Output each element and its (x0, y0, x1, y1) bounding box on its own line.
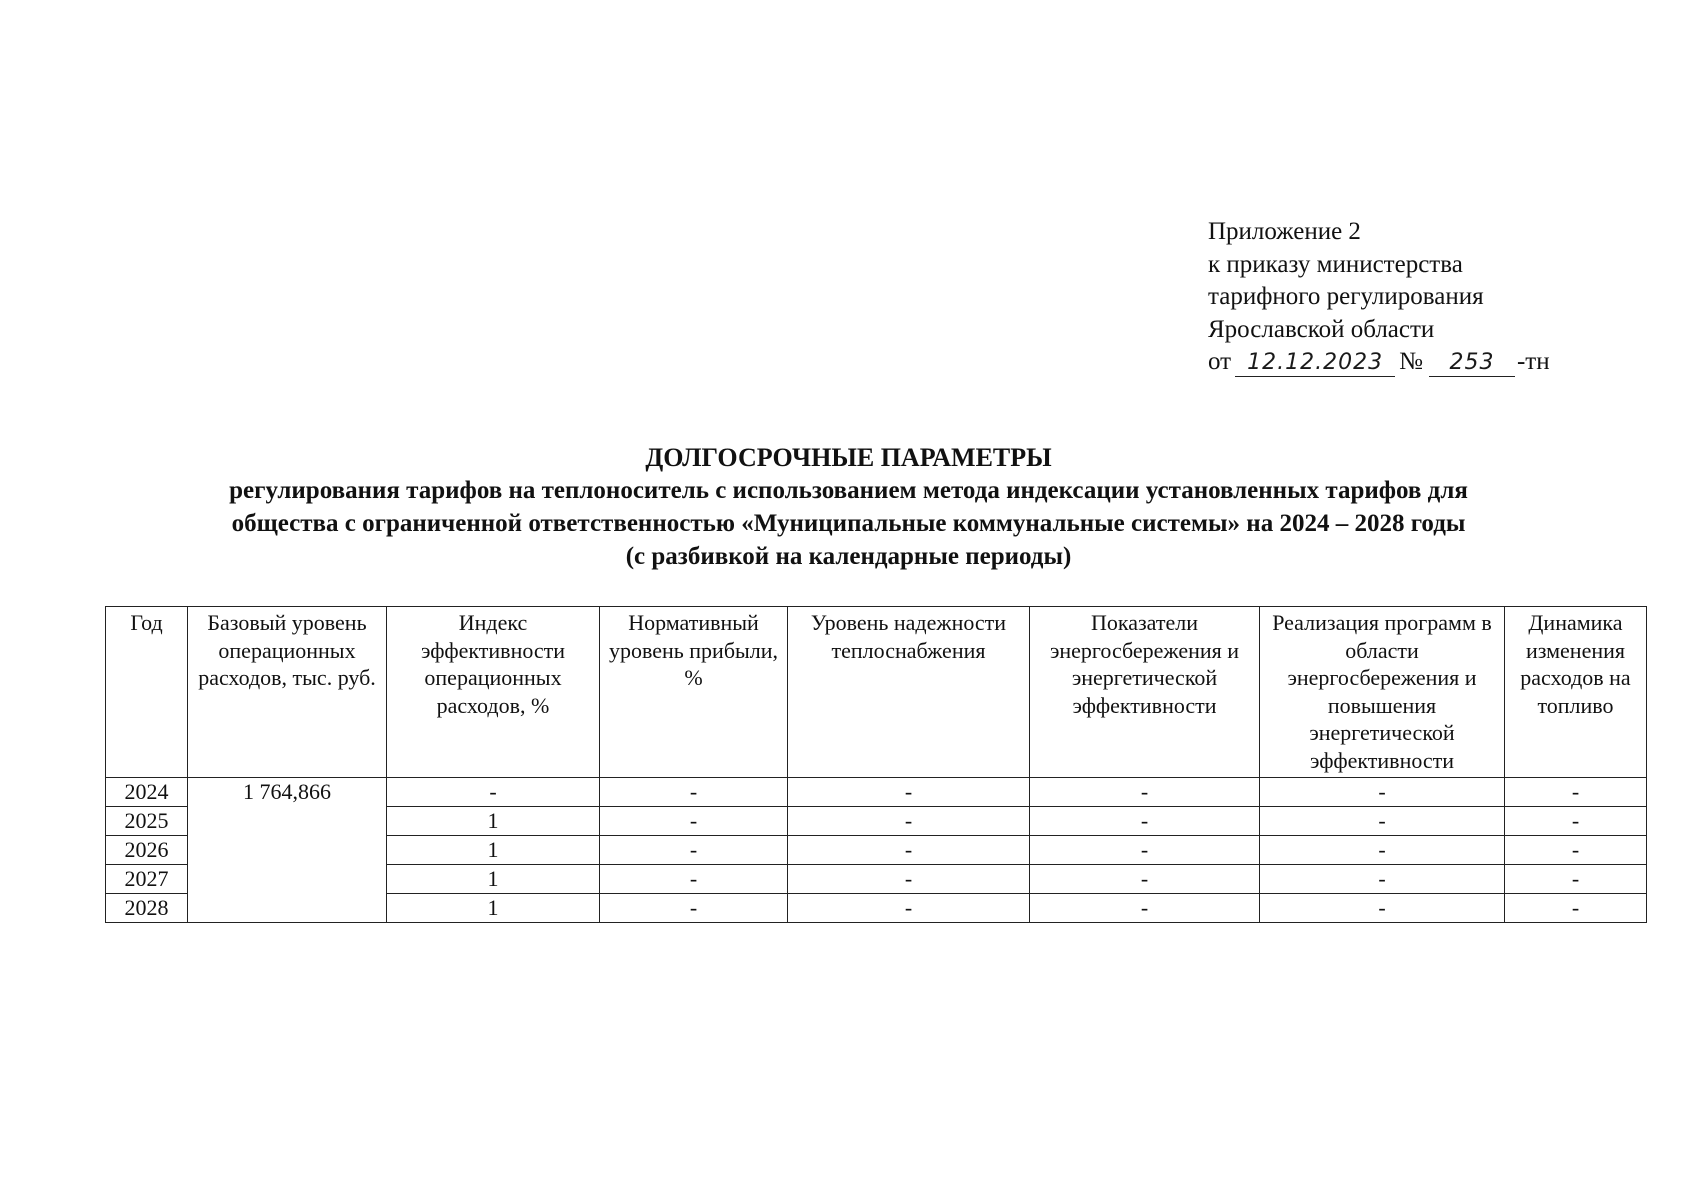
year-cell: 2024 (106, 778, 188, 807)
programs-cell: - (1260, 807, 1505, 836)
appendix-order-line: к приказу министерства (1208, 250, 1463, 278)
number-sign: № (1399, 348, 1423, 375)
base-level-cell: 1 764,866 (188, 778, 387, 923)
header-fuel-dynamics: Динамика изменения расходов на топливо (1505, 607, 1647, 778)
header-base-level: Базовый уровень операционных расходов, тыс. руб. (188, 607, 387, 778)
energy-cell: - (1030, 836, 1260, 865)
profit-cell: - (600, 778, 788, 807)
table-row (106, 778, 1647, 807)
year-cell: 2027 (106, 865, 188, 894)
appendix-ministry-line: тарифного регулирования (1208, 283, 1484, 310)
year-cell: 2025 (106, 807, 188, 836)
programs-cell: - (1260, 894, 1505, 923)
table-header-row (106, 607, 1647, 778)
reliability-cell: - (788, 807, 1030, 836)
title-line-1: регулирования тарифов на теплоноситель с использованием метода индексации установленных тарифов для (229, 477, 1468, 504)
order-number: 253 (1429, 350, 1515, 377)
appendix-date-line (1208, 346, 1550, 379)
appendix-block (1208, 216, 1550, 379)
energy-cell: - (1030, 778, 1260, 807)
document-title (0, 441, 1697, 573)
header-energy-programs: Реализация программ в области энергосбережения и повышения энергетической эффективности (1260, 607, 1505, 778)
reliability-cell: - (788, 836, 1030, 865)
fuel-cell: - (1505, 894, 1647, 923)
header-year: Год (106, 607, 188, 778)
reliability-cell: - (788, 778, 1030, 807)
reliability-cell: - (788, 865, 1030, 894)
profit-cell: - (600, 894, 788, 923)
index-cell: 1 (387, 894, 600, 923)
index-cell: 1 (387, 836, 600, 865)
profit-cell: - (600, 865, 788, 894)
index-cell: 1 (387, 807, 600, 836)
order-date: 12.12.2023 (1235, 350, 1395, 377)
order-suffix: -тн (1516, 348, 1550, 375)
energy-cell: - (1030, 865, 1260, 894)
fuel-cell: - (1505, 865, 1647, 894)
date-prefix: от (1208, 348, 1232, 375)
header-reliability: Уровень надежности теплоснабжения (788, 607, 1030, 778)
parameters-table (105, 606, 1647, 923)
programs-cell: - (1260, 836, 1505, 865)
year-cell: 2026 (106, 836, 188, 865)
profit-cell: - (600, 807, 788, 836)
fuel-cell: - (1505, 807, 1647, 836)
header-energy-indicators: Показатели энергосбережения и энергетической эффективности (1030, 607, 1260, 778)
programs-cell: - (1260, 865, 1505, 894)
index-cell: 1 (387, 865, 600, 894)
title-main: ДОЛГОСРОЧНЫЕ ПАРАМЕТРЫ (645, 443, 1052, 472)
header-efficiency-index: Индекс эффективности операционных расходов, % (387, 607, 600, 778)
index-cell: - (387, 778, 600, 807)
programs-cell: - (1260, 778, 1505, 807)
year-cell: 2028 (106, 894, 188, 923)
energy-cell: - (1030, 894, 1260, 923)
profit-cell: - (600, 836, 788, 865)
fuel-cell: - (1505, 778, 1647, 807)
header-profit-level: Нормативный уровень прибыли, % (600, 607, 788, 778)
title-line-3: (с разбивкой на календарные периоды) (625, 543, 1072, 570)
title-line-2: общества с ограниченной ответственностью «Муниципальные коммунальные системы» на 2024 – 2028 годы (231, 510, 1466, 537)
energy-cell: - (1030, 807, 1260, 836)
appendix-title: Приложение 2 (1208, 218, 1361, 245)
appendix-region-line: Ярославской области (1208, 315, 1435, 343)
fuel-cell: - (1505, 836, 1647, 865)
reliability-cell: - (788, 894, 1030, 923)
